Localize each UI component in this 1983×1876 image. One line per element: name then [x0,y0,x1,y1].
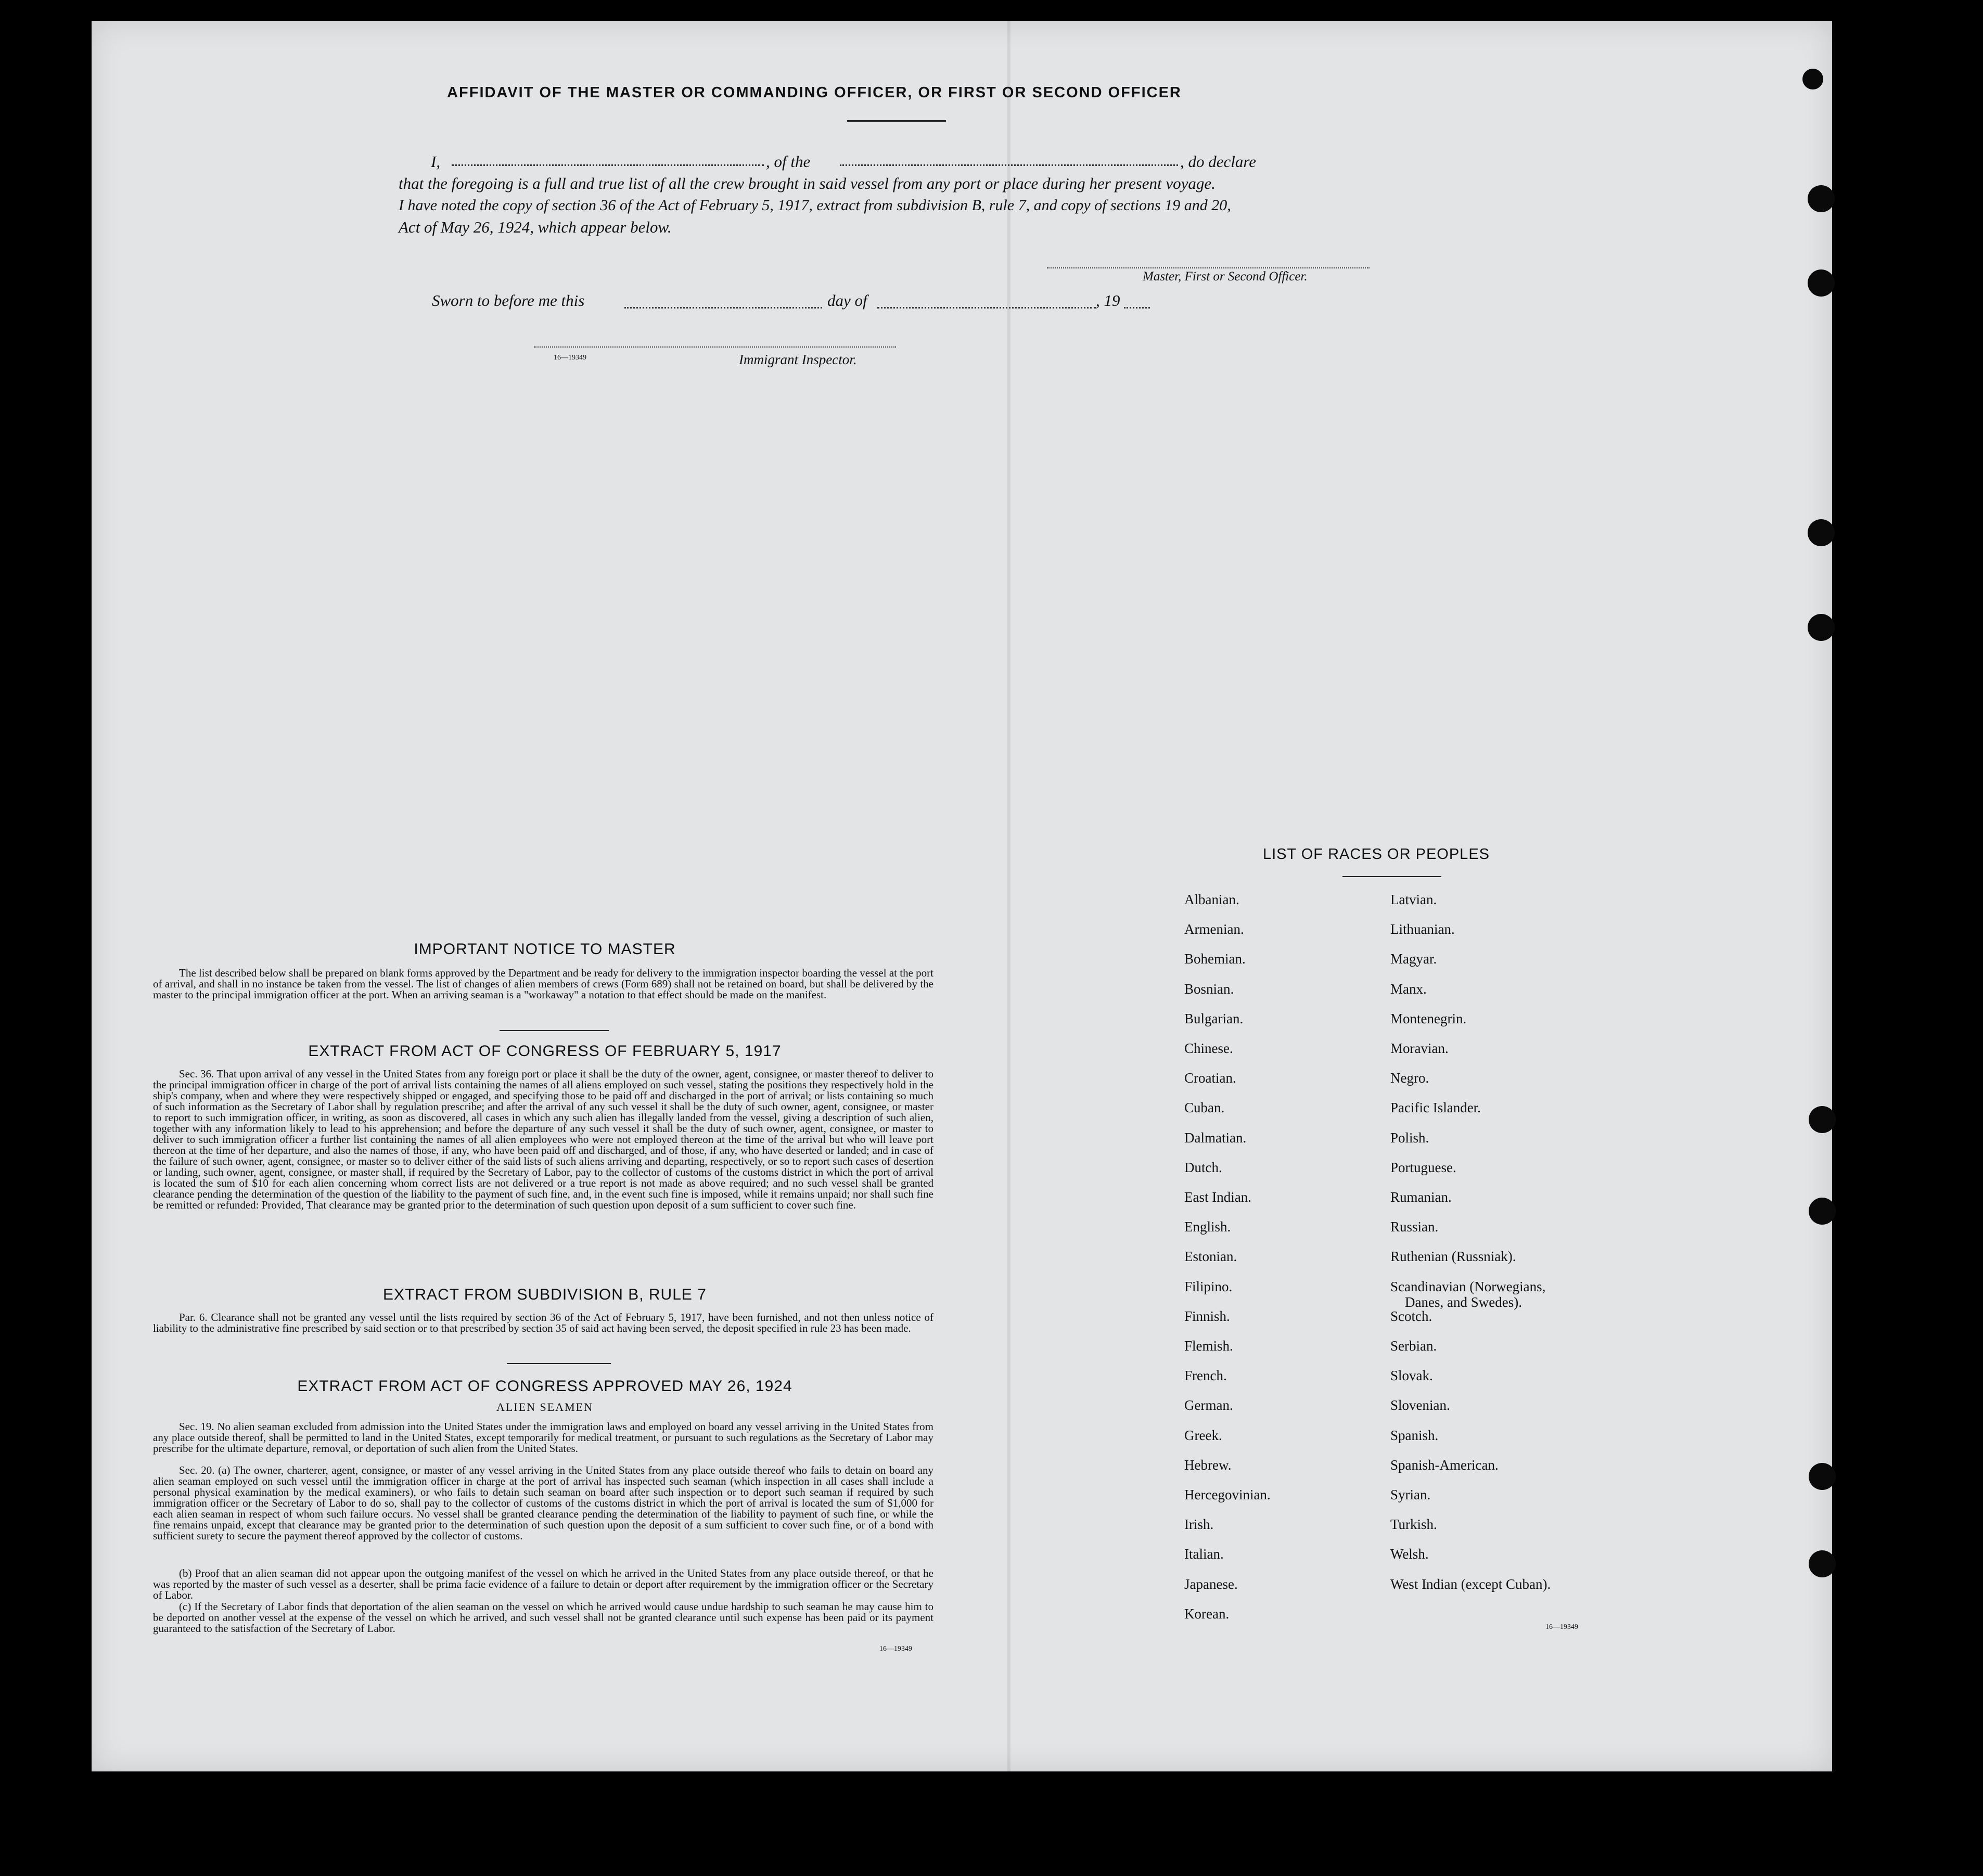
form-number: 16—19349 [1545,1623,1578,1631]
name-blank[interactable] [452,164,764,166]
race-item: Korean. [1184,1605,1230,1622]
year-blank[interactable] [1124,307,1150,309]
extract-1924-heading: EXTRACT FROM ACT OF CONGRESS APPROVED MAY 26, 1924 [297,1378,792,1395]
signature-line[interactable] [1047,267,1370,268]
day-of-text: day of [827,291,867,310]
notice-body: The list described below shall be prepared on blank forms approved by the Department and be ready for delivery to the immigration inspector boarding the vessel at the port of arrival, and shall in no instance be taken from the vessel. The list of changes of alien members of crews (Form 689) shall not be retained on board, but shall be delivered by the master to the principal immigration officer at the port. When an arriving seaman is a "workaway" a notation to that effect should be made on the manifest. [153,967,933,1001]
race-item: Finnish. [1184,1308,1230,1324]
do-declare-text: , do declare [1180,152,1257,171]
affidavit-heading: AFFIDAVIT OF THE MASTER OR COMMANDING OFFICER, OR FIRST OR SECOND OFFICER [447,84,1182,101]
race-item: Slovenian. [1390,1397,1450,1414]
race-item: English. [1184,1219,1231,1235]
punch-hole [1809,1198,1836,1225]
race-item: Portuguese. [1390,1159,1456,1175]
race-item: Italian. [1184,1546,1224,1562]
vessel-blank[interactable] [840,164,1178,166]
race-item: Flemish. [1184,1338,1233,1354]
subdivision-body: Par. 6. Clearance shall not be granted any vessel until the lists required by section 36 of the Act of February 5, 1917, have been furnished, and not then unless notice of liability to the administrative fine prescribed by said section or to that prescribed by section 35 of said act having been served, the deposit specified in rule 23 has been made. [153,1311,933,1334]
form-number: 16—19349 [879,1645,912,1653]
punch-hole [1809,1463,1836,1490]
race-item: Manx. [1390,981,1427,997]
race-item: Moravian. [1390,1040,1449,1056]
section-20c-text: (c) If the Secretary of Labor finds that deportation of the alien seaman on the vessel on which he arrived would cause undue hardship to such seaman he may cause him to be deported on another vessel at the expense of the vessel on which he arrived, and such vessel shall not be granted clearance until such expense has been paid or its payment guaranteed to the satisfaction of the Secretary of Labor. [153,1600,933,1635]
punch-hole [1808,185,1835,212]
race-item: East Indian. [1184,1189,1251,1205]
punch-hole [1809,1106,1836,1133]
race-item: Dutch. [1184,1159,1222,1175]
race-item: Filipino. [1184,1278,1233,1294]
race-item: Dalmatian. [1184,1129,1247,1146]
race-item: French. [1184,1368,1227,1384]
race-item: Greek. [1184,1427,1222,1443]
races-heading-rule [1342,876,1441,877]
race-item: Irish. [1184,1517,1214,1533]
race-item: Serbian. [1390,1338,1437,1354]
day-blank[interactable] [624,307,822,309]
affidavit-line-3: I have noted the copy of section 36 of the Act of February 5, 1917, extract from subdivision B, rule 7, and copy of sections 19 and 20, [399,197,1231,214]
heading-rule [847,120,946,122]
race-item: Spanish-American. [1390,1457,1499,1473]
race-item: Scandinavian (Norwegians, [1390,1278,1546,1294]
race-item: Syrian. [1390,1487,1431,1502]
punch-hole [1809,1550,1836,1577]
affidavit-line-4: Act of May 26, 1924, which appear below. [399,218,672,236]
race-item: Spanish. [1390,1427,1439,1443]
race-item: Polish. [1390,1129,1429,1146]
race-item: Welsh. [1390,1546,1429,1562]
race-item: Latvian. [1390,892,1437,907]
punch-hole [1808,519,1835,546]
race-item: Armenian. [1184,921,1244,937]
signature-label: Master, First or Second Officer. [1143,269,1308,284]
race-item: German. [1184,1397,1233,1414]
race-item: Rumanian. [1390,1189,1452,1205]
race-item: Russian. [1390,1219,1439,1235]
affidavit-i: I, [431,152,441,171]
races-heading: LIST OF RACES OR PEOPLES [1262,846,1490,863]
race-item: Chinese. [1184,1040,1233,1056]
race-item: Danes, and Swedes). [1405,1294,1522,1310]
sworn-text: Sworn to before me this [432,291,585,310]
race-item: West Indian (except Cuban). [1390,1576,1551,1592]
section-19-text: Sec. 19. No alien seaman excluded from admission into the United States under the immigration laws and employed on board any vessel arriving in the United States from any place outside thereof, shall be permitted to land in the United States, except temporarily for medical treatment, or pursuant to such regulations as the Secretary of Labor may prescribe for the ultimate departure, removal, or deportation of such alien from the United States. [153,1420,933,1455]
race-item: Lithuanian. [1390,921,1455,937]
race-item: Bosnian. [1184,981,1234,997]
race-item: Bulgarian. [1184,1010,1244,1026]
section-20a-text: Sec. 20. (a) The owner, charterer, agent, consignee, or master of any vessel arriving in the United States from any place outside thereof who fails to detain on board any alien seaman employed on such vessel until the immigration officer in charge at the port of arrival has inspected such seaman (which inspection in all cases shall include a personal physical examination by the medical examiners), or who fails to detain such seaman on board after such inspection or to deport such seaman if required by such immigration officer or the Secretary of Labor to do so, shall pay to the collector of customs of the customs district in which the port of arrival is located the sum of $1,000 for each alien seaman in respect of whom such failure occurs. No vessel shall be granted clearance pending the determination of the liability to payment of such fine, or while the fine remains unpaid, except that clearance may be granted prior to the determination of such question upon the deposit of a sum sufficient to cover such fine, or of a bond with sufficient surety to secure the payment thereof approved by the collector of customs. [153,1464,933,1542]
center-fold [1007,21,1010,1771]
extract-1917-body: Sec. 36. That upon arrival of any vessel in the United States from any foreign port or place it shall be the duty of the owner, agent, consignee, or master thereof to deliver to the principal immigration officer in charge of the port of arrival lists containing the names of all aliens employed on such vessel, stating the positions they respectively hold in the ship's company, when and where they were respectively shipped or engaged, and specifying those to be paid off and discharged in the port of arrival; or lists containing so much of such information as the Secretary of Labor shall by regulation prescribe; and after the arrival of any such vessel it shall be the duty of such owner, agent, consignee, or master to report to such immigration officer, in writing, as soon as discovered, all cases in which any such alien has illegally landed from the vessel, giving a description of such alien, together with any information likely to lead to his apprehension; and before the departure of any such vessel it shall be the duty of such owner, agent, consignee, or master to deliver to such immigration officer a further list containing the names of all alien employees who were not employed thereon at the time of the arrival but who will leave port thereon at the time of her departure, and also the names of those, if any, who have been paid off and discharged, and of those, if any, who have deserted or landed; and in case of the failure of such owner, agent, consignee, or master so to deliver either of the said lists of such aliens arriving and departing, respectively, or so to report such cases of desertion or landing, such owner, agent, consignee, or master shall, if required by the Secretary of Labor, pay to the collector of customs of the customs district in which the port of arrival is located the sum of $10 for each alien concerning whom correct lists are not delivered or a true report is not made as above required; and no such vessel shall be granted clearance pending the determination of the question of the liability to the payment of such fine, and, in the event such fine is imposed, while it remains unpaid; nor shall such fine be remitted or refunded: Provided, That clearance may be granted prior to the determination of such question upon deposit of a sum sufficient to cover such fine. [153,1068,933,1211]
punch-hole [1808,269,1835,297]
inspector-label: Immigrant Inspector. [739,352,857,367]
race-item: Slovak. [1390,1368,1433,1384]
race-item: Estonian. [1184,1249,1237,1265]
race-item: Albanian. [1184,892,1239,907]
affidavit-line-2: that the foregoing is a full and true list of all the crew brought in said vessel from any port or place during her present voyage. [399,174,1216,192]
sworn-line [432,291,1160,314]
race-item: Turkish. [1390,1517,1437,1533]
race-item: Pacific Islander. [1390,1100,1481,1116]
month-blank[interactable] [877,307,1096,309]
section-rule [500,1030,609,1031]
race-item: Japanese. [1184,1576,1238,1592]
punch-hole [1802,69,1823,89]
race-item: Cuban. [1184,1100,1225,1116]
race-item: Bohemian. [1184,951,1246,967]
subdivision-heading: EXTRACT FROM SUBDIVISION B, RULE 7 [383,1286,707,1303]
race-item: Magyar. [1390,951,1437,967]
form-number: 16—19349 [554,354,586,362]
alien-seamen-subheading: ALIEN SEAMEN [496,1400,593,1414]
race-item: Negro. [1390,1070,1429,1086]
race-item: Ruthenian (Russniak). [1390,1249,1516,1265]
year-text: , 19 [1096,291,1120,310]
race-item: Scotch. [1390,1308,1432,1324]
of-the-text: , of the [766,152,811,171]
race-item: Montenegrin. [1390,1010,1467,1026]
punch-hole [1808,614,1835,641]
race-item: Hebrew. [1184,1457,1232,1473]
affidavit-declaration [399,151,1392,238]
race-item: Hercegovinian. [1184,1487,1271,1502]
notice-heading: IMPORTANT NOTICE TO MASTER [414,941,676,958]
extract-1917-heading: EXTRACT FROM ACT OF CONGRESS OF FEBRUARY 5, 1917 [308,1043,782,1060]
inspector-signature-line[interactable] [534,346,896,348]
race-item: Croatian. [1184,1070,1236,1086]
section-rule [507,1363,611,1364]
section-20b-text: (b) Proof that an alien seaman did not appear upon the outgoing manifest of the vessel on which he arrived in the United States from any place outside thereof, or that he was reported by the master of such vessel as a deserter, shall be prima facie evidence of a failure to detain or deport after requirement by the immigration officer or the Secretary of Labor. [153,1567,933,1601]
